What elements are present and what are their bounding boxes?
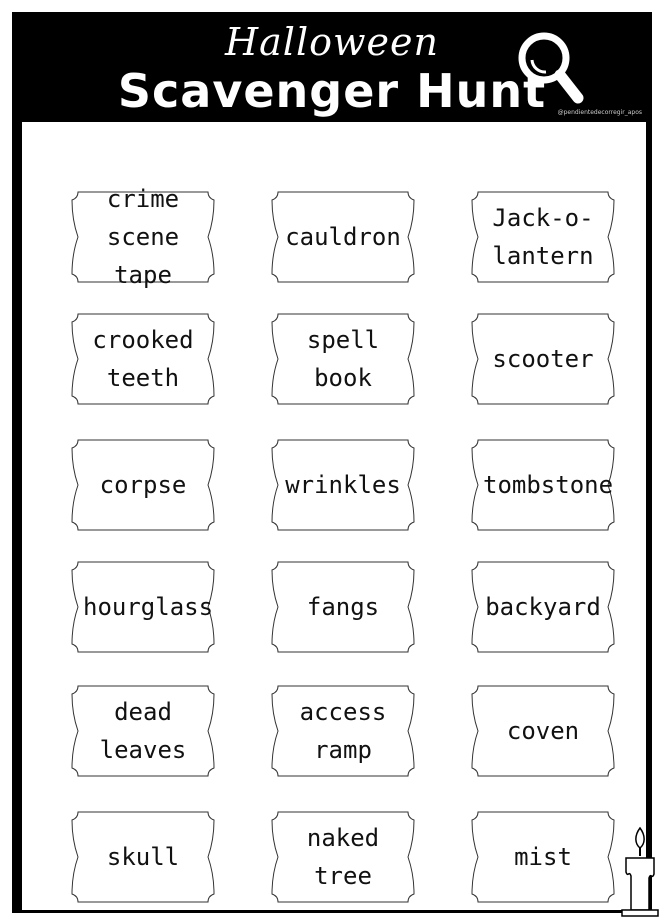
script-title: Halloween bbox=[225, 20, 439, 64]
item-label: corpse bbox=[99, 471, 187, 499]
scavenger-item-card bbox=[268, 810, 418, 904]
item-label: Jack-o-lantern bbox=[492, 204, 594, 270]
item-label: scooter bbox=[492, 345, 594, 373]
item-label: wrinkles bbox=[285, 471, 401, 499]
header-banner bbox=[12, 12, 652, 120]
item-label: cauldron bbox=[285, 223, 401, 251]
worksheet bbox=[12, 12, 652, 913]
item-label: skull bbox=[106, 843, 180, 871]
item-label: access ramp bbox=[299, 698, 387, 764]
item-label: backyard bbox=[485, 593, 601, 621]
scavenger-item-card bbox=[68, 560, 218, 654]
item-label: fangs bbox=[306, 593, 380, 621]
scavenger-item-card bbox=[268, 312, 418, 406]
scavenger-item-card bbox=[68, 684, 218, 778]
item-label: dead leaves bbox=[99, 698, 187, 764]
item-label: spell book bbox=[306, 326, 380, 392]
scavenger-item-card bbox=[268, 438, 418, 532]
item-label: mist bbox=[514, 843, 572, 871]
candle-icon bbox=[618, 826, 662, 918]
scavenger-item-card bbox=[268, 684, 418, 778]
magnifying-glass-icon bbox=[514, 28, 586, 108]
scavenger-item-card bbox=[468, 684, 618, 778]
scavenger-item-card bbox=[268, 190, 418, 284]
scavenger-item-card bbox=[468, 560, 618, 654]
scavenger-item-card bbox=[468, 190, 618, 284]
item-label: coven bbox=[506, 717, 580, 745]
item-label: naked tree bbox=[306, 824, 380, 890]
scavenger-item-card bbox=[68, 810, 218, 904]
page-title: Scavenger Hunt bbox=[117, 64, 547, 118]
scavenger-item-card bbox=[68, 312, 218, 406]
scavenger-item-card bbox=[68, 438, 218, 532]
scavenger-item-card bbox=[468, 312, 618, 406]
scavenger-item-card bbox=[468, 810, 618, 904]
scavenger-item-card bbox=[468, 438, 618, 532]
credit-text: @pendientedecorregir_apos bbox=[557, 109, 642, 116]
item-label: crooked teeth bbox=[92, 326, 194, 392]
card-grid bbox=[22, 122, 646, 910]
scavenger-item-card bbox=[268, 560, 418, 654]
item-label: crime scene tape bbox=[106, 185, 180, 289]
item-label: hourglass bbox=[83, 593, 214, 621]
item-label: tombstone bbox=[483, 471, 614, 499]
scavenger-item-card bbox=[68, 185, 218, 289]
